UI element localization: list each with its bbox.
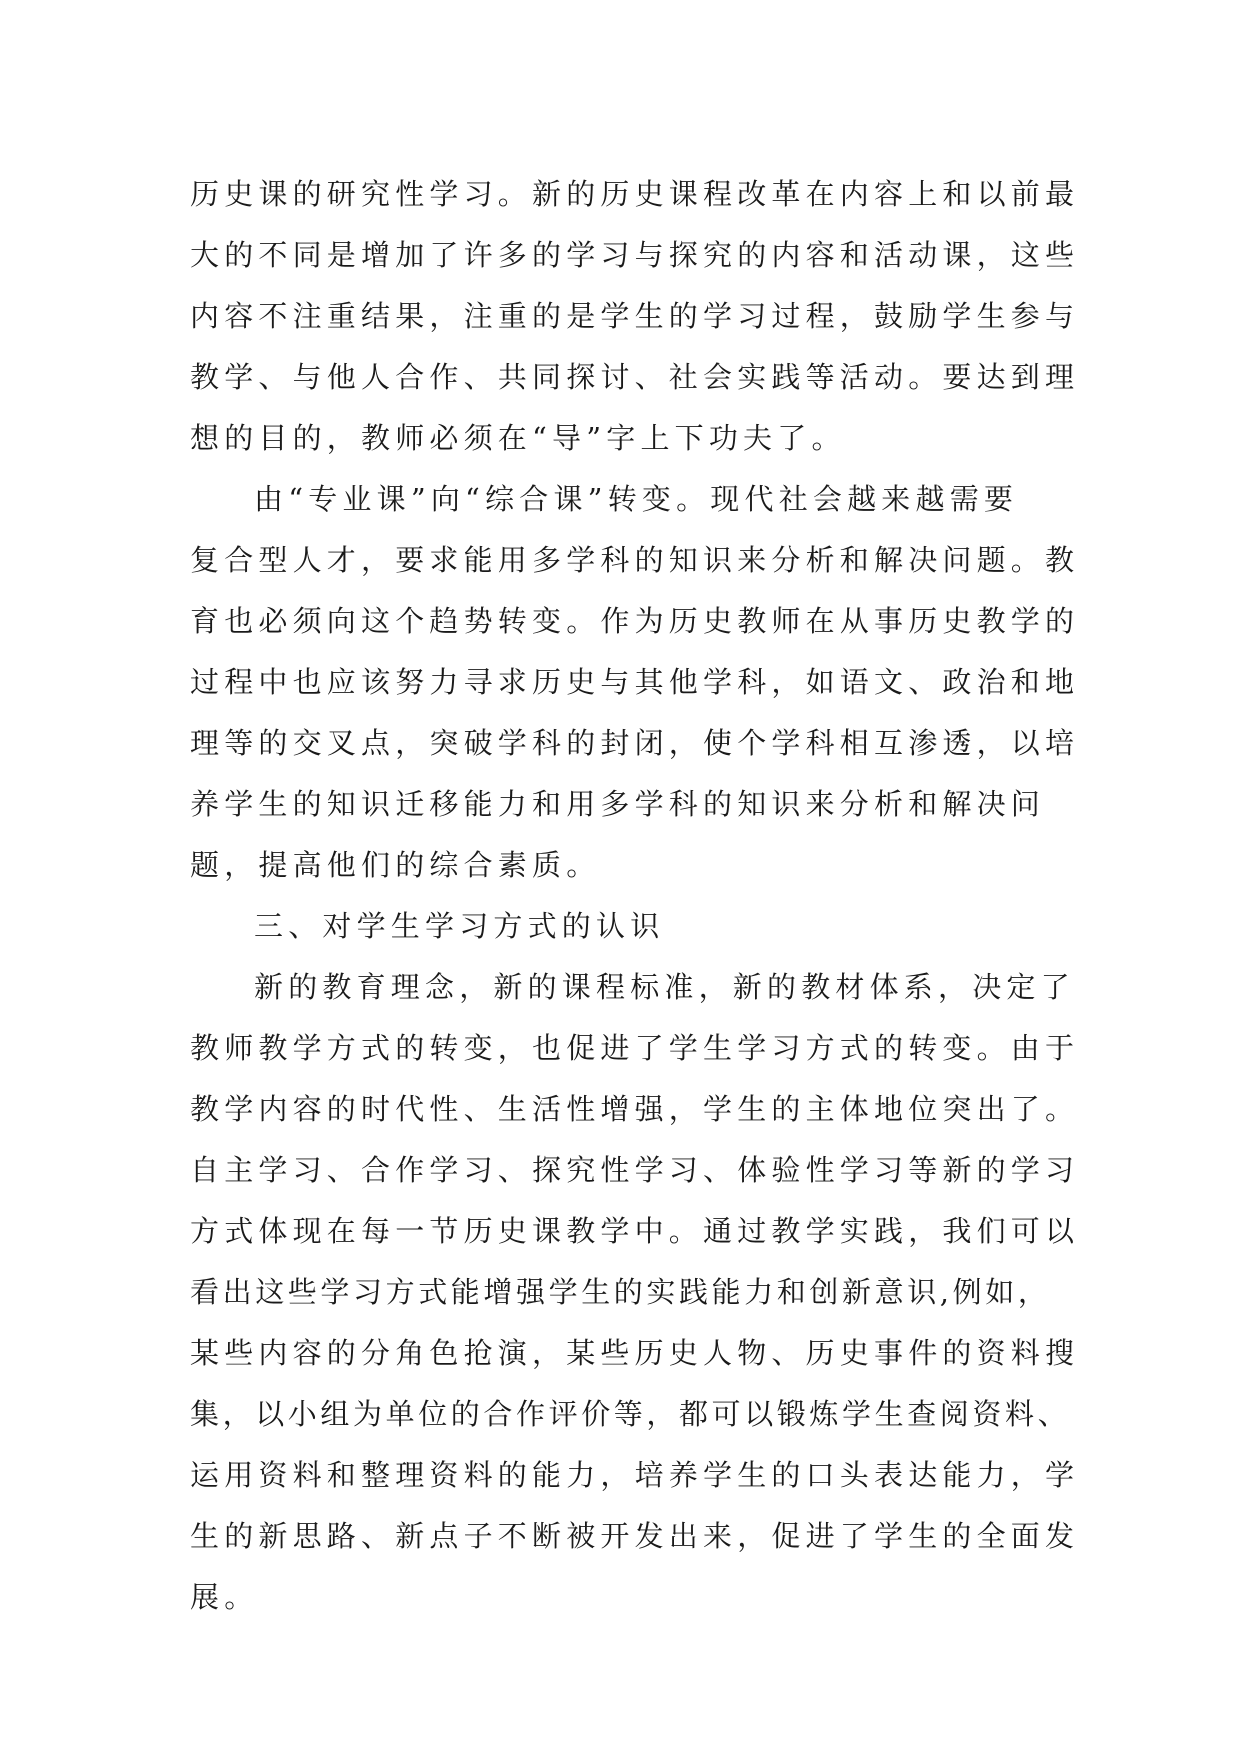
paragraph-line: 教学内容的时代性、生活性增强，学生的主体地位突出了。 (190, 1092, 1080, 1126)
paragraph-line: 运用资料和整理资料的能力，培养学生的口头表达能力，学 (190, 1458, 1080, 1492)
paragraph-line: 某些内容的分角色抢演，某些历史人物、历史事件的资料搜 (190, 1336, 1080, 1370)
section-heading: 三、对学生学习方式的认识 (254, 909, 665, 943)
document-body (190, 164, 1080, 1628)
paragraph-line: 方式体现在每一节历史课教学中。通过教学实践，我们可以 (190, 1214, 1080, 1248)
paragraph-line: 育也必须向这个趋势转变。作为历史教师在从事历史教学的 (190, 604, 1080, 638)
paragraph-line: 题，提高他们的综合素质。 (190, 848, 601, 882)
paragraph-line: 内容不注重结果，注重的是学生的学习过程，鼓励学生参与 (190, 299, 1080, 333)
paragraph-line: 集，以小组为单位的合作评价等，都可以锻炼学生查阅资料、 (190, 1397, 1071, 1431)
paragraph-line: 教师教学方式的转变，也促进了学生学习方式的转变。由于 (190, 1031, 1080, 1065)
paragraph-line: 展。 (190, 1580, 259, 1614)
paragraph-line: 由“专业课”向“综合课”转变。现代社会越来越需要 (254, 482, 1019, 516)
paragraph-line: 自主学习、合作学习、探究性学习、体验性学习等新的学习 (190, 1153, 1080, 1187)
paragraph-line: 理等的交叉点，突破学科的封闭，使个学科相互渗透，以培 (190, 726, 1080, 760)
paragraph-line: 历史课的研究性学习。新的历史课程改革在内容上和以前最 (190, 177, 1080, 211)
paragraph-line: 教学、与他人合作、共同探讨、社会实践等活动。要达到理 (190, 360, 1080, 394)
paragraph-line: 大的不同是增加了许多的学习与探究的内容和活动课，这些 (190, 238, 1080, 272)
paragraph-line: 过程中也应该努力寻求历史与其他学科，如语文、政治和地 (190, 665, 1080, 699)
paragraph-line: 想的目的，教师必须在“导”字上下功夫了。 (190, 421, 846, 455)
paragraph-line: 生的新思路、新点子不断被开发出来，促进了学生的全面发 (190, 1519, 1080, 1553)
paragraph-line: 新的教育理念，新的课程标准，新的教材体系，决定了 (254, 970, 1075, 1004)
paragraph-line: 看出这些学习方式能增强学生的实践能力和创新意识,例如， (190, 1275, 1051, 1309)
paragraph-line: 养学生的知识迁移能力和用多学科的知识来分析和解决问 (190, 787, 1046, 821)
paragraph-line: 复合型人才，要求能用多学科的知识来分析和解决问题。教 (190, 543, 1080, 577)
